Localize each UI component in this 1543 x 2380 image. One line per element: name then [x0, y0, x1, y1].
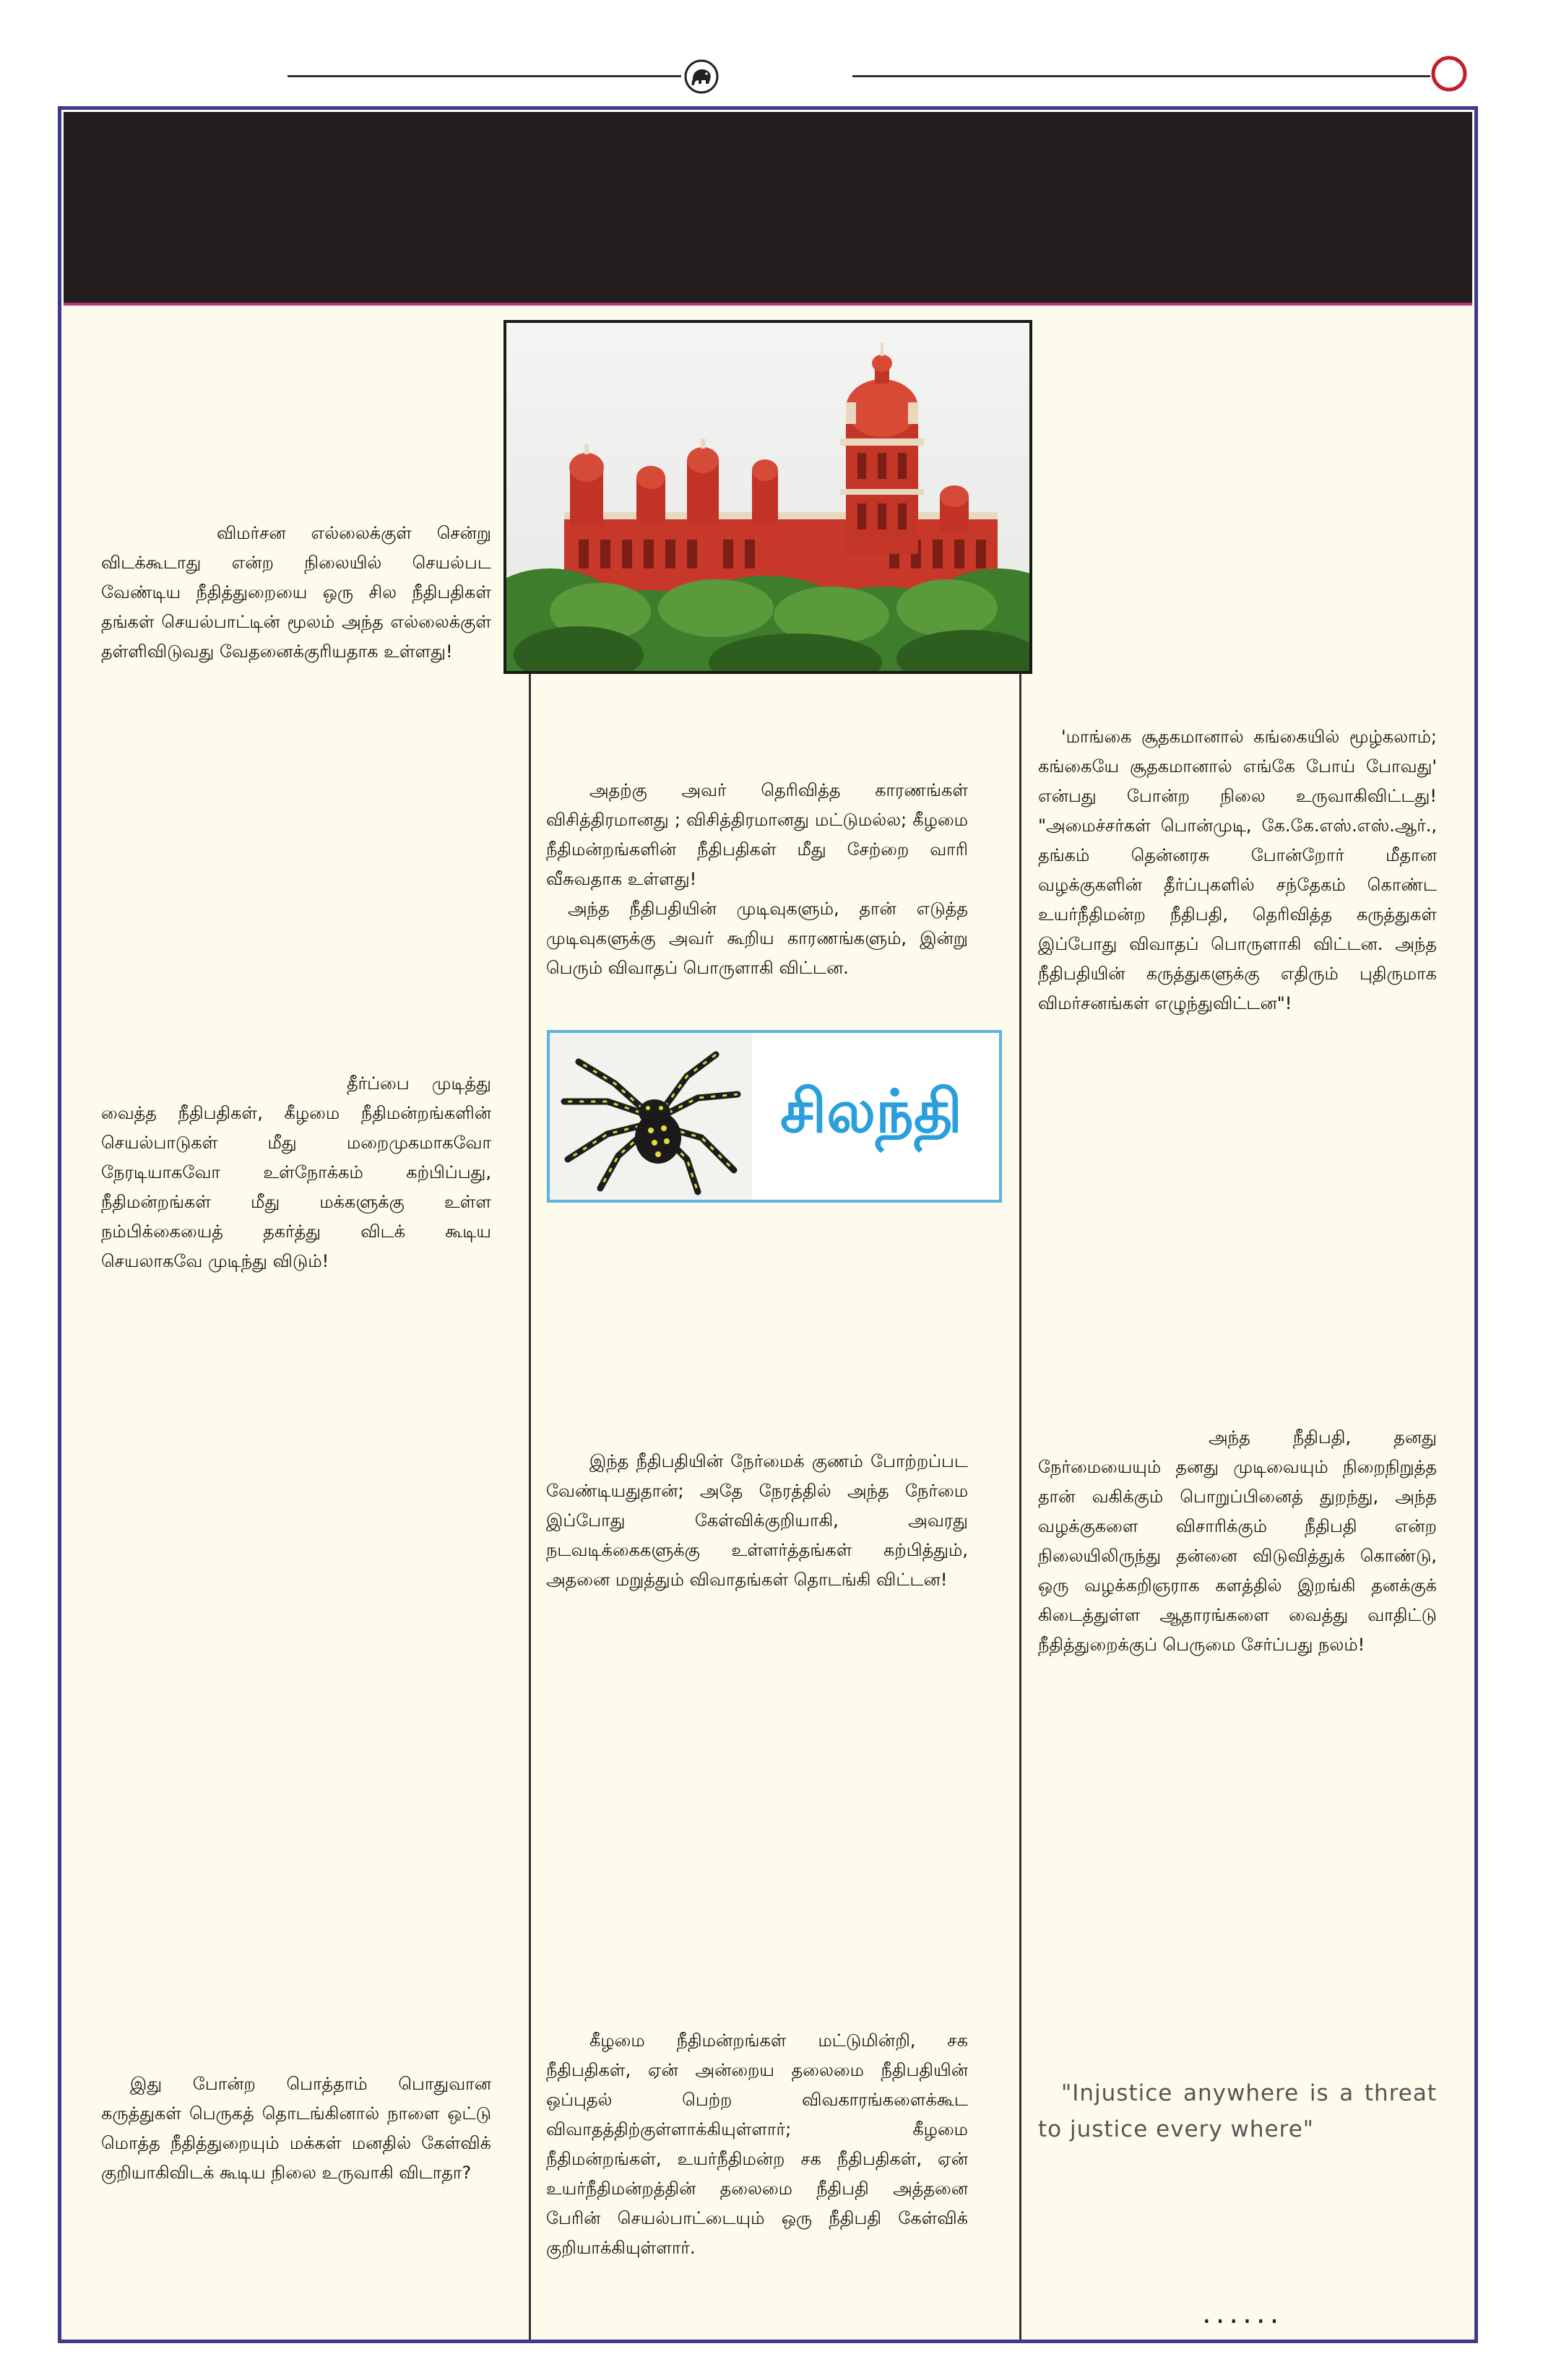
- col3-paragraph-2: அந்த நீதிபதி, தனது நேர்மையையும் தனது முடிவையும் நிறைநிறுத்த தான் வகிக்கும் பொறுப்பினைத் துறந்து, அந்த வழக்குகளை விசாரிக்கும் நீதிபதி என்ற நிலையிலிருந்து தன்னை விடுவித்துக் கொண்டு, ஒரு வழக்கறிஞராக களத்தில் இறங்கி தனக்குக் கிடைத்துள்ள ஆதாரங்களை வைத்து வாதிட்டு நீதித்துறைக்குப் பெருமை சேர்ப்பது நலம்!: [1038, 1427, 1437, 1655]
- page-circle-icon: [1430, 55, 1468, 92]
- headline-banner: [64, 112, 1472, 306]
- continuation-dots: ......: [1202, 2297, 1284, 2330]
- col1-paragraph-2: தீர்ப்பை முடித்து வைத்த நீதிபதிகள், கீழமை நீதிமன்றங்களின் செயல்பாடுகள் மீது மறைமுகமாகவோ நேரடியாகவோ உள்நோக்கம் கற்பிப்பது, நீதிமன்றங்கள் மீது மக்களுக்கு உள்ள நம்பிக்கையைத் தகர்த்து விடக் கூடிய செயலாகவே முடிந்து விடும்!: [101, 1073, 491, 1271]
- spider-label: சிலந்தி: [779, 1078, 963, 1146]
- col1-paragraph-1: விமர்சன எல்லைக்குள் சென்று விடக்கூடாது என்ற நிலையில் செயல்பட வேண்டிய நீதித்துறையை ஒரு சில நீதிபதிகள் தங்கள் செயல்பாட்டின் மூலம் அந்த எல்லைக்குள் தள்ளிவிடுவது வேதனைக்குரியதாக உள்ளது!: [101, 523, 491, 662]
- elephant-emblem-icon: [683, 58, 720, 95]
- court-building-illustration: [506, 323, 1029, 671]
- spider-icon: [550, 1033, 752, 1200]
- col2-paragraph-4: கீழமை நீதிமன்றங்கள் மட்டுமின்றி, சக நீதிபதிகள், ஏன் அன்றைய தலைமை நீதிபதியின் ஒப்புதல் பெற்ற விவகாரங்களைக்கூட விவாதத்திற்குள்ளாக்கியுள்ளார்; கீழமை நீதிமன்றங்கள், உயர்நீதிமன்ற சக நீதிபதிகள், ஏன் உயர்நீதிமன்றத்தின் தலைமை நீதிபதி அத்தனை பேரின் செயல்பாட்டையும் ஒரு நீதிபதி கேள்விக் குறியாக்கியுள்ளார்.: [546, 2030, 968, 2258]
- col2-paragraph-3: இந்த நீதிபதியின் நேர்மைக் குணம் போற்றப்பட வேண்டியதுதான்; அதே நேரத்தில் அந்த நேர்மை இப்போது கேள்விக்குறியாகி, அவரது நடவடிக்கைகளுக்கு உள்ளர்த்தங்கள் கற்பித்தும், அதனை மறுத்தும் விவாதங்கள் தொடங்கி விட்டன!: [546, 1451, 968, 1590]
- col2-paragraph-1: அதற்கு அவர் தெரிவித்த காரணங்கள் விசித்திரமானது ; விசித்திரமானது மட்டுமல்ல; கீழமை நீதிமன்றங்களின் நீதிபதிகள் மீது சேற்றை வாரி வீசுவதாக உள்ளது!: [546, 780, 968, 889]
- col2-paragraph-2: அந்த நீதிபதியின் முடிவுகளும், தான் எடுத்த முடிவுகளுக்கு அவர் கூறிய காரணங்களும், இன்று பெரும் விவாதப் பொருளாகி விட்டன.: [546, 899, 968, 978]
- column-divider-right: [1019, 674, 1021, 2340]
- col3-quote: "Injustice anywhere is a threat to justice every where": [1038, 2080, 1437, 2142]
- court-building-photo: [503, 320, 1032, 674]
- column-divider-left: [529, 674, 531, 2340]
- header-rule-left: [288, 75, 681, 77]
- col3-paragraph-1: 'மாங்கை சூதகமானால் கங்கையில் மூழ்கலாம்; கங்கையே சூதகமானால் எங்கே போய் போவது' என்பது போன்ற நிலை உருவாகிவிட்டது! "அமைச்சர்கள் பொன்முடி, கே.கே.எஸ்.எஸ்.ஆர்., தங்கம் தென்னரசு போன்றோர் மீதான வழக்குகளின் தீர்ப்புகளில் சந்தேகம் கொண்ட உயர்நீதிமன்ற நீதிபதி, தெரிவித்த கருத்துகள் இப்போது விவாதப் பொருளாகி விட்டன. அந்த நீதிபதியின் கருத்துகளுக்கு எதிரும் புதிருமாக விமர்சனங்கள் எழுந்துவிட்டன"!: [1038, 727, 1437, 1013]
- header-rule-right: [852, 75, 1430, 77]
- col1-paragraph-3: இது போன்ற பொத்தாம் பொதுவான கருத்துகள் பெருகத் தொடங்கினால் நாளை ஒட்டு மொத்த நீதித்துறையும் மக்கள் மனதில் கேள்விக் குறியாகிவிடக் கூடிய நிலை உருவாகி விடாதா?: [101, 2074, 491, 2183]
- spider-image-box: [547, 1030, 1002, 1203]
